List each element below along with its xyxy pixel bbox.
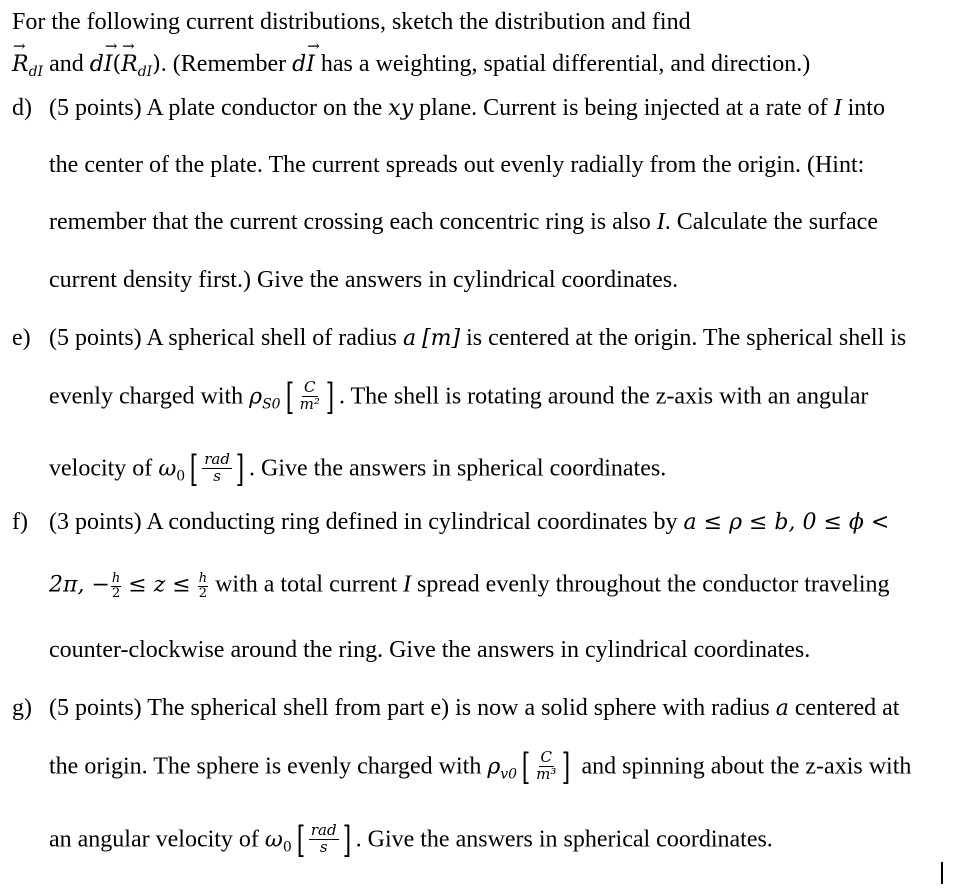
part-e-rho-symbol: ρ [249,384,263,410]
part-e-omega-unit [187,449,247,490]
part-e-omega-subscript: 0 [176,468,186,485]
i-vector-2: → I [306,54,315,76]
bracket-right: ] [562,747,571,788]
part-e-unit-fraction [283,377,337,418]
bracket-right: ] [342,820,351,861]
part-g-omega-unit [294,820,354,861]
part-e-text-3b: . Give the answers in spherical coordinates. [249,455,667,482]
part-d-label: d) [12,95,32,121]
fraction-numerator: C [540,748,552,766]
part-d-text-3a: remember that the current crossing each concentric ring is also [49,209,651,235]
part-f-text-2b: spread evenly throughout the conductor traveling [417,571,890,598]
fraction-denominator: m² [299,394,320,413]
fraction-denominator: s [213,466,221,485]
part-d-current-symbol: I [833,95,842,121]
part-f-math-b: ≤ z ≤ [128,572,191,598]
bracket-left: [ [521,747,531,788]
intro-and: and [49,51,84,77]
intro-text-1: For the following current distributions, sketch the distribution and find [12,9,691,35]
fraction-numerator: rad [204,450,230,468]
part-g-text-3b: . Give the answers in spherical coordinates. [355,826,773,853]
part-g-line-3 [49,820,773,861]
part-g-text-1b: centered at [794,695,900,721]
paren-close: ) [152,52,161,77]
part-f-label: f) [12,509,28,535]
part-g-label: g) [12,695,32,721]
r-vector-letter: R [12,52,29,77]
i-vector: → I [104,54,113,76]
part-f-h-half-2 [198,572,208,600]
part-d-text-3b: . Calculate the surface [664,209,878,235]
part-g-line-2 [49,747,912,788]
part-e-line-3 [49,449,667,490]
part-d-text-1c: into [847,95,885,121]
fraction-numerator: rad [310,821,337,839]
part-e-text-1b: is centered at the origin. The spherical shell is [466,325,907,351]
part-d-line-2 [49,153,864,177]
fraction-numerator: C [304,378,316,396]
h-numerator: h [198,571,208,586]
part-e-text-3a: velocity of [49,455,153,482]
dI-symbol: d→ I [90,52,113,77]
r-vector-letter-2: R [121,52,138,77]
part-g-rho-subscript: v0 [500,766,518,783]
r-vector-symbol-2 [121,54,138,76]
r-vector-subscript: dI [28,64,44,80]
r-vector-subscript-2: dI [137,64,153,80]
intro-line-1 [12,10,691,34]
part-d-line-4 [49,268,678,292]
fraction-denominator: s [319,837,328,856]
two-denominator: 2 [198,585,208,601]
intro-line-2 [12,52,810,79]
part-d-text-1a: (5 points) A plate conductor on the [49,95,383,121]
part-g-omega-subscript: 0 [282,839,292,856]
fraction [308,823,340,859]
part-g-omega-symbol: ω [264,827,283,853]
fraction-denominator: m³ [536,764,557,783]
text-cursor[interactable] [941,862,943,884]
part-e-omega-symbol: ω [158,456,177,482]
part-g-text-2a: the origin. The sphere is evenly charged with [49,753,482,780]
part-g-text-1a: (5 points) The spherical shell from part e) is now a solid sphere with radius [49,695,770,721]
part-f-text-2a: with a total current [215,571,398,598]
part-f-math-a: 2π, − [49,572,110,598]
part-f-text-1a: (3 points) A conducting ring defined in cylindrical coordinates by [49,509,678,535]
bracket-left: [ [285,377,294,418]
part-g-unit-fraction [519,747,573,788]
part-d-line-3 [49,210,878,234]
part-d-line-1 [49,96,885,120]
fraction [297,380,323,416]
part-d-text-2: the center of the plate. The current spreads out evenly radially from the origin. (Hint: [49,152,865,178]
part-d-text-4: current density first.) Give the answers in cylindrical coordinates. [49,267,679,293]
part-e-rho-subscript: S0 [262,396,281,413]
part-f-line-2 [49,572,890,600]
paren-open: ( [112,52,122,77]
part-e-text-1a: (5 points) A spherical shell of radius [49,325,397,351]
part-g-text-3a: an angular velocity of [49,826,259,853]
bracket-right: ] [235,449,245,490]
part-e-line-1 [49,326,906,350]
part-e-text-2a: evenly charged with [49,383,244,410]
dI-symbol-2: d→ I [292,52,315,77]
part-e-line-2 [49,377,869,418]
part-f-ring-bounds: a ≤ ρ ≤ b, 0 ≤ ϕ < [683,510,890,535]
part-d-current-symbol-2: I [656,209,665,235]
part-f-line-3 [49,638,810,662]
part-f-current-symbol: I [403,571,412,598]
intro-tail: has a weighting, spatial differential, and direction.) [320,51,811,77]
bracket-left: [ [189,449,199,490]
fraction [201,452,233,488]
part-d-text-1b: plane. Current is being injected at a rate of [419,95,828,121]
part-f-text-3: counter-clockwise around the ring. Give the answers in cylindrical coordinates. [49,637,811,663]
r-vector-symbol [12,54,29,76]
part-g-radius-symbol: a [775,696,789,721]
two-denominator: 2 [111,585,121,601]
part-e-label: e) [12,325,31,351]
intro-rest: . (Remember [160,51,287,77]
part-g-text-2b: and spinning about the z-axis with [581,753,912,780]
bracket-right: ] [325,377,335,418]
h-numerator: h [111,571,121,586]
part-g-rho-symbol: ρ [487,754,501,780]
fraction [533,750,559,786]
part-e-text-2b: . The shell is rotating around the z-axis with an angular [338,383,869,410]
part-e-radius-symbol: a [402,326,417,351]
part-f-line-1 [49,510,889,534]
bracket-left: [ [296,820,306,861]
part-d-xy: xy [388,96,414,121]
part-f-h-half-1 [111,572,121,600]
part-g-line-1 [49,696,899,720]
part-e-radius-unit: [m] [422,326,461,351]
